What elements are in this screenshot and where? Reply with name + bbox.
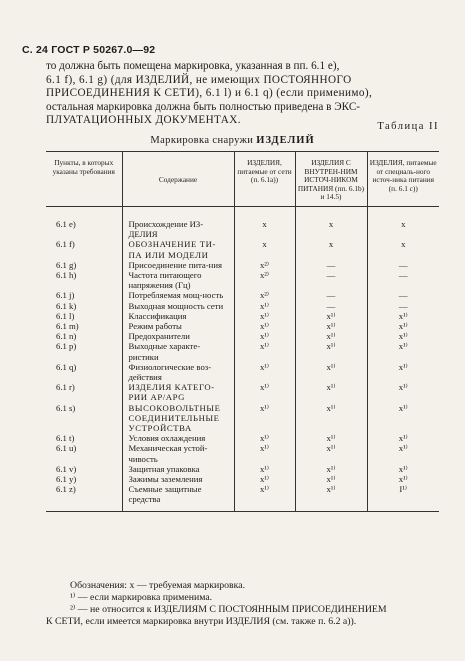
note-line: ¹⁾ — если маркировка применима. <box>70 592 213 603</box>
cell-internal: x¹⁾ <box>295 433 367 443</box>
cell-mains: x <box>234 206 295 239</box>
cell-internal: x¹⁾ <box>295 443 367 463</box>
marking-table <box>46 151 439 512</box>
row-content: ИЗДЕЛИЯ КАТЕГО-РИИ AP/APG <box>122 382 234 402</box>
cell-internal: x¹⁾ <box>295 403 367 434</box>
intro-line: остальная маркировка должна быть полностью приведена в ЭКС- <box>46 100 361 113</box>
cell-mains: x¹⁾ <box>234 382 295 402</box>
cell-special: x¹⁾ <box>367 382 439 402</box>
intro-line: 6.1 f), 6.1 g) (для ИЗДЕЛИЙ, не имеющих ПОСТОЯННОГО <box>46 73 352 86</box>
cell-special: x¹⁾ <box>367 433 439 443</box>
table-row <box>46 321 439 331</box>
cell-internal: x¹⁾ <box>295 484 367 511</box>
column-header-internal: ИЗДЕЛИЯ С ВНУТРЕН-НИМ ИСТОЧ-НИКОМ ПИТАНИЯ (пп. 6.1b) и 14.5) <box>295 152 367 207</box>
table-label: Таблица II <box>377 121 439 132</box>
cell-mains: x¹⁾ <box>234 464 295 474</box>
cell-mains: x¹⁾ <box>234 321 295 331</box>
table-row <box>46 301 439 311</box>
table-title-prefix: Маркировка снаружи <box>150 135 254 146</box>
row-content: Съемные защитные средства <box>122 484 234 511</box>
table-header-row <box>46 152 439 207</box>
note-line: К СЕТИ, если имеется маркировка внутри ИЗДЕЛИЯ (см. также п. 6.2 а)). <box>46 616 357 627</box>
row-content: Зажимы заземления <box>122 474 234 484</box>
row-ref: 6.1 g) <box>56 259 77 270</box>
cell-internal: x¹⁾ <box>295 382 367 402</box>
cell-special: x¹⁾ <box>367 321 439 331</box>
row-content: Происхождение ИЗ-ДЕЛИЯ <box>122 206 234 239</box>
row-content: Физиологические воз-действия <box>122 362 234 382</box>
intro-line: ПРИСОЕДИНЕНИЯ К СЕТИ), 6.1 l) и 6.1 q) (если применимо), <box>46 87 373 100</box>
row-ref: 6.1 s) <box>56 402 76 413</box>
cell-mains: x²⁾ <box>234 270 295 290</box>
row-ref: 6.1 q) <box>56 361 77 372</box>
table-row <box>46 382 439 402</box>
note-line: ²⁾ — не относится к ИЗДЕЛИЯМ С ПОСТОЯННЫМ ПРИСОЕДИНЕНИЕМ <box>70 604 387 615</box>
cell-internal: x¹⁾ <box>295 464 367 474</box>
cell-internal: — <box>295 290 367 300</box>
cell-special: — <box>367 270 439 290</box>
cell-special: x <box>367 206 439 239</box>
intro-line: то должна быть помещена маркировка, указанная в пп. 6.1 е), <box>46 60 340 72</box>
row-ref: 6.1 e) <box>56 218 76 229</box>
cell-special: x¹⁾ <box>367 464 439 474</box>
cell-special: x¹⁾ <box>367 362 439 382</box>
row-ref: 6.1 u) <box>56 443 77 454</box>
cell-mains: x <box>234 239 295 259</box>
row-content: Защитная упаковка <box>122 464 234 474</box>
row-ref: 6.1 n) <box>56 331 77 342</box>
row-content: Классификация <box>122 311 234 321</box>
cell-mains: x¹⁾ <box>234 311 295 321</box>
row-ref: 6.1 v) <box>56 463 77 474</box>
table-row <box>46 290 439 300</box>
cell-mains: x¹⁾ <box>234 433 295 443</box>
table-row <box>46 474 439 484</box>
cell-special: I¹⁾ <box>367 484 439 511</box>
cell-internal: — <box>295 270 367 290</box>
cell-special: x¹⁾ <box>367 474 439 484</box>
row-ref: 6.1 y) <box>56 474 77 485</box>
cell-mains: x¹⁾ <box>234 443 295 463</box>
cell-internal: — <box>295 301 367 311</box>
row-ref: 6.1 t) <box>56 433 75 444</box>
cell-internal: x¹⁾ <box>295 331 367 341</box>
cell-internal: x¹⁾ <box>295 474 367 484</box>
cell-mains: x²⁾ <box>234 260 295 270</box>
table-row <box>46 270 439 290</box>
cell-special: — <box>367 301 439 311</box>
cell-special: — <box>367 260 439 270</box>
cell-special: x¹⁾ <box>367 331 439 341</box>
table-row <box>46 260 439 270</box>
cell-special: x¹⁾ <box>367 311 439 321</box>
row-content: Условия охлаждения <box>122 433 234 443</box>
row-content: Присоединение пита-ния <box>122 260 234 270</box>
cell-mains: x²⁾ <box>234 290 295 300</box>
column-header-desc: Содержание <box>122 152 234 207</box>
intro-line: ПЛУАТАЦИОННЫХ ДОКУМЕНТАХ. <box>46 114 241 127</box>
table-row <box>46 484 439 511</box>
cell-special: — <box>367 290 439 300</box>
cell-internal: x <box>295 206 367 239</box>
row-content: Режим работы <box>122 321 234 331</box>
cell-mains: x¹⁾ <box>234 362 295 382</box>
column-header-ref: Пункты, в которых указаны требования <box>46 152 122 207</box>
table-row <box>46 341 439 361</box>
row-content: ОБОЗНАЧЕНИЕ ТИ-ПА ИЛИ МОДЕЛИ <box>122 239 234 259</box>
cell-special: x <box>367 239 439 259</box>
cell-internal: — <box>295 260 367 270</box>
cell-mains: x¹⁾ <box>234 403 295 434</box>
cell-mains: x¹⁾ <box>234 484 295 511</box>
cell-special: x¹⁾ <box>367 403 439 434</box>
row-content: ВЫСОКОВОЛЬТНЫЕ СОЕДИНИТЕЛЬНЫЕ УСТРОЙСТВА <box>122 403 234 434</box>
table-title-caps: ИЗДЕЛИЙ <box>256 135 315 146</box>
row-content: Механическая устой-чивость <box>122 443 234 463</box>
table-row <box>46 403 439 434</box>
row-ref: 6.1 z) <box>46 484 122 511</box>
note-line: Обозначения: x — требуемая маркировка. <box>70 580 246 591</box>
row-ref: 6.1 h) <box>56 269 77 280</box>
row-ref: 6.1 r) <box>56 382 75 393</box>
table-title <box>0 135 465 146</box>
row-content: Выходная мощность сети <box>122 301 234 311</box>
row-ref: 6.1 j) <box>56 290 75 301</box>
row-content: Предохранители <box>122 331 234 341</box>
table-notes <box>46 580 442 628</box>
column-header-special: ИЗДЕЛИЯ, питаемые от специаль-ного источ-ника питания (п. 6.1 с)) <box>367 152 439 207</box>
row-ref: 6.1 f) <box>56 239 75 250</box>
cell-internal: x¹⁾ <box>295 311 367 321</box>
table-row <box>46 206 439 239</box>
table-row <box>46 311 439 321</box>
row-ref: 6.1 l) <box>56 310 75 321</box>
table-row <box>46 362 439 382</box>
cell-special: x¹⁾ <box>367 443 439 463</box>
table-row <box>46 239 439 259</box>
cell-special: x¹⁾ <box>367 341 439 361</box>
row-ref: 6.1 p) <box>56 341 77 352</box>
row-ref: 6.1 m) <box>56 321 79 331</box>
row-content: Потребляемая мощ-ность <box>122 290 234 300</box>
row-content: Выходные характе-ристики <box>122 341 234 361</box>
cell-mains: x¹⁾ <box>234 341 295 361</box>
cell-mains: x¹⁾ <box>234 474 295 484</box>
page-header: С. 24 ГОСТ Р 50267.0—92 <box>22 44 156 56</box>
cell-mains: x¹⁾ <box>234 301 295 311</box>
cell-mains: x¹⁾ <box>234 331 295 341</box>
table-row <box>46 331 439 341</box>
cell-internal: x <box>295 239 367 259</box>
table-row <box>46 433 439 443</box>
cell-internal: x¹⁾ <box>295 341 367 361</box>
table-row <box>46 443 439 463</box>
column-header-mains: ИЗДЕЛИЯ, питаемые от сети (п. 6.1а)) <box>234 152 295 207</box>
row-content: Частота питающего напряжения (Гц) <box>122 270 234 290</box>
table-row <box>46 464 439 474</box>
row-ref: 6.1 k) <box>56 300 77 311</box>
cell-internal: x¹⁾ <box>295 321 367 331</box>
cell-internal: x¹⁾ <box>295 362 367 382</box>
intro-paragraph <box>46 60 441 128</box>
